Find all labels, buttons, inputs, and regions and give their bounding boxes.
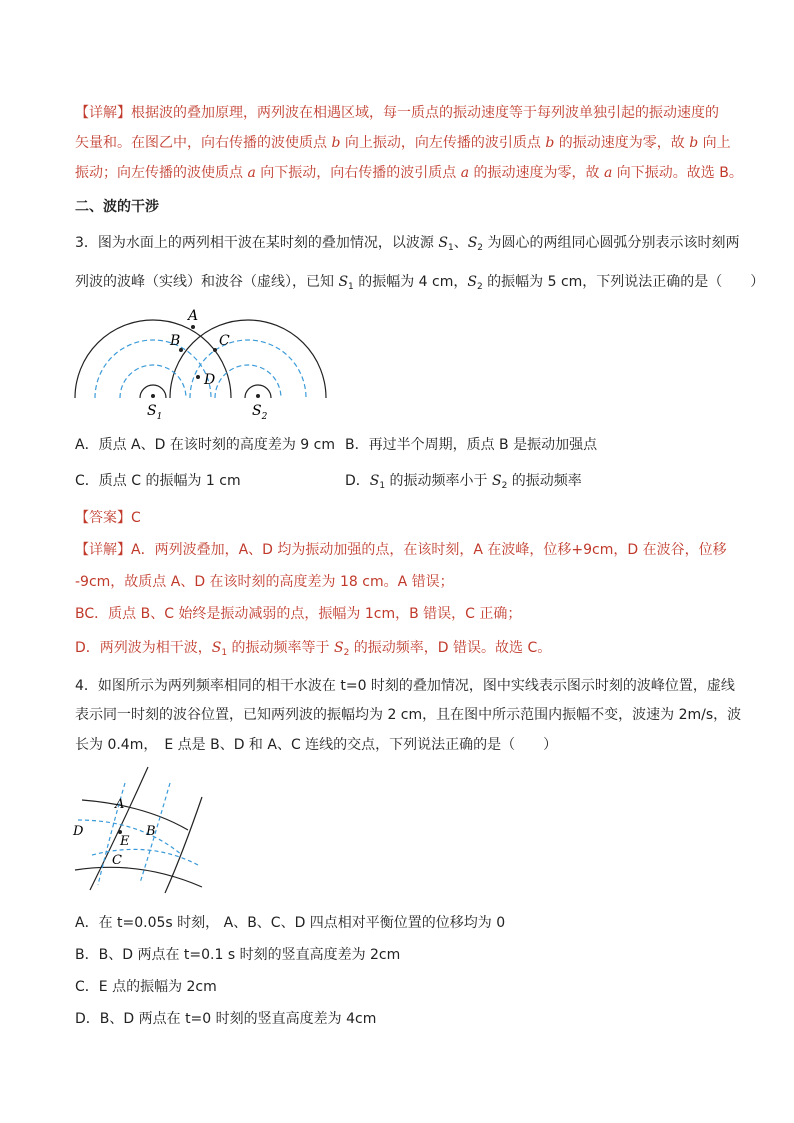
label-b: B [146, 824, 156, 839]
label-c: C [112, 853, 122, 868]
q4-option-c[interactable]: C．E 点的振幅为 2cm [75, 979, 217, 995]
q3-answer: 【答案】C [75, 510, 141, 526]
label-s2: $S_2$ [252, 403, 268, 422]
q3-detail-line-4: D．两列波为相干波，$S_1$ 的振动频率等于 $S_2$ 的振动频率，D 错误。故选 C。 [75, 640, 552, 658]
point-d [196, 375, 200, 379]
s1-trough-small [120, 365, 186, 398]
q3-option-c[interactable]: C．质点 C 的振幅为 1 cm [75, 473, 241, 489]
q4-line-3: 长为 0.4m， E 点是 B、D 和 A、C 连线的交点，下列说法正确的是（ ） [75, 737, 558, 753]
label-d: D [73, 824, 84, 839]
label-a: A [188, 308, 199, 324]
q3-detail-line-3: BC．质点 B、C 始终是振动减弱的点，振幅为 1cm，B 错误，C 正确； [75, 606, 522, 622]
q3-option-d[interactable]: D．$S_1$ 的振动频率小于 $S_2$ 的振动频率 [345, 473, 582, 491]
q3-option-a[interactable]: A．质点 A、D 在该时刻的高度差为 9 cm [75, 437, 335, 453]
s1-trough-large [95, 340, 211, 398]
detail-line-2: 矢量和。在图乙中，向右传播的波使质点 b 向上振动，向左传播的波引质点 b 的振动速度为零，故 b 向上 [75, 135, 731, 151]
point-c [213, 348, 217, 352]
detail-line-1: 【详解】根据波的叠加原理，两列波在相遇区域，每一质点的振动速度等于每列波单独引起的振动速度的 [75, 105, 719, 121]
s2-trough-small [215, 365, 281, 398]
q3-detail-line-1: 【详解】A．两列波叠加，A、D 均为振动加强的点，在该时刻，A 在波峰，位移+9cm，D 在波谷，位移 [75, 542, 727, 558]
label-b: B [170, 333, 181, 349]
q4-option-d[interactable]: D．B、D 两点在 t=0 时刻的竖直高度差为 4cm [75, 1011, 377, 1027]
q3-line-1: 3．图为水面上的两列相干波在某时刻的叠加情况，以波源 $S_1$、$S_2$ 为圆心的两组同心圆弧分别表示该时刻两 [75, 235, 740, 253]
q3-option-b[interactable]: B．再过半个周期，质点 B 是振动加强点 [345, 437, 598, 453]
q3-wave-diagram [70, 300, 330, 425]
section-title: 二、波的干涉 [75, 199, 159, 215]
label-a: A [115, 797, 125, 812]
q3-detail-line-2: -9cm，故质点 A、D 在该时刻的高度差为 18 cm。A 错误； [75, 574, 454, 590]
point-a [191, 325, 195, 329]
label-e: E [120, 834, 130, 849]
crest-3 [82, 800, 188, 830]
q4-option-b[interactable]: B．B、D 两点在 t=0.1 s 时刻的竖直高度差为 2cm [75, 947, 401, 963]
q4-line-1: 4．如图所示为两列频率相同的相干水波在 t=0 时刻的叠加情况，图中实线表示图示时刻的波峰位置，虚线 [75, 678, 735, 694]
crest-4 [75, 867, 202, 887]
detail-line-3: 振动；向左传播的波使质点 a 向下振动，向右传播的波引质点 a 的振动速度为零，故 a 向下振动。故选 B。 [75, 165, 743, 181]
label-d: D [204, 372, 216, 388]
q4-option-a[interactable]: A．在 t=0.05s 时刻， A、B、C、D 四点相对平衡位置的位移均为 0 [75, 915, 506, 931]
point-s1 [151, 394, 155, 398]
crest-2 [165, 797, 202, 893]
label-c: C [219, 333, 230, 349]
q4-wave-diagram [70, 765, 215, 900]
point-s2 [256, 394, 260, 398]
detail-tag: 【详解】 [75, 105, 131, 121]
q3-line-2: 列波的波峰（实线）和波谷（虚线），已知 $S_1$ 的振幅为 4 cm，$S_2$ 的振幅为 5 cm，下列说法正确的是（ ） [75, 274, 765, 292]
q4-line-2: 表示同一时刻的波谷位置，已知两列波的振幅均为 2 cm，且在图中所示范围内振幅不变，波速为 2m/s，波 [75, 707, 742, 723]
label-s1: $S_1$ [147, 403, 163, 422]
crest-1 [90, 767, 148, 890]
